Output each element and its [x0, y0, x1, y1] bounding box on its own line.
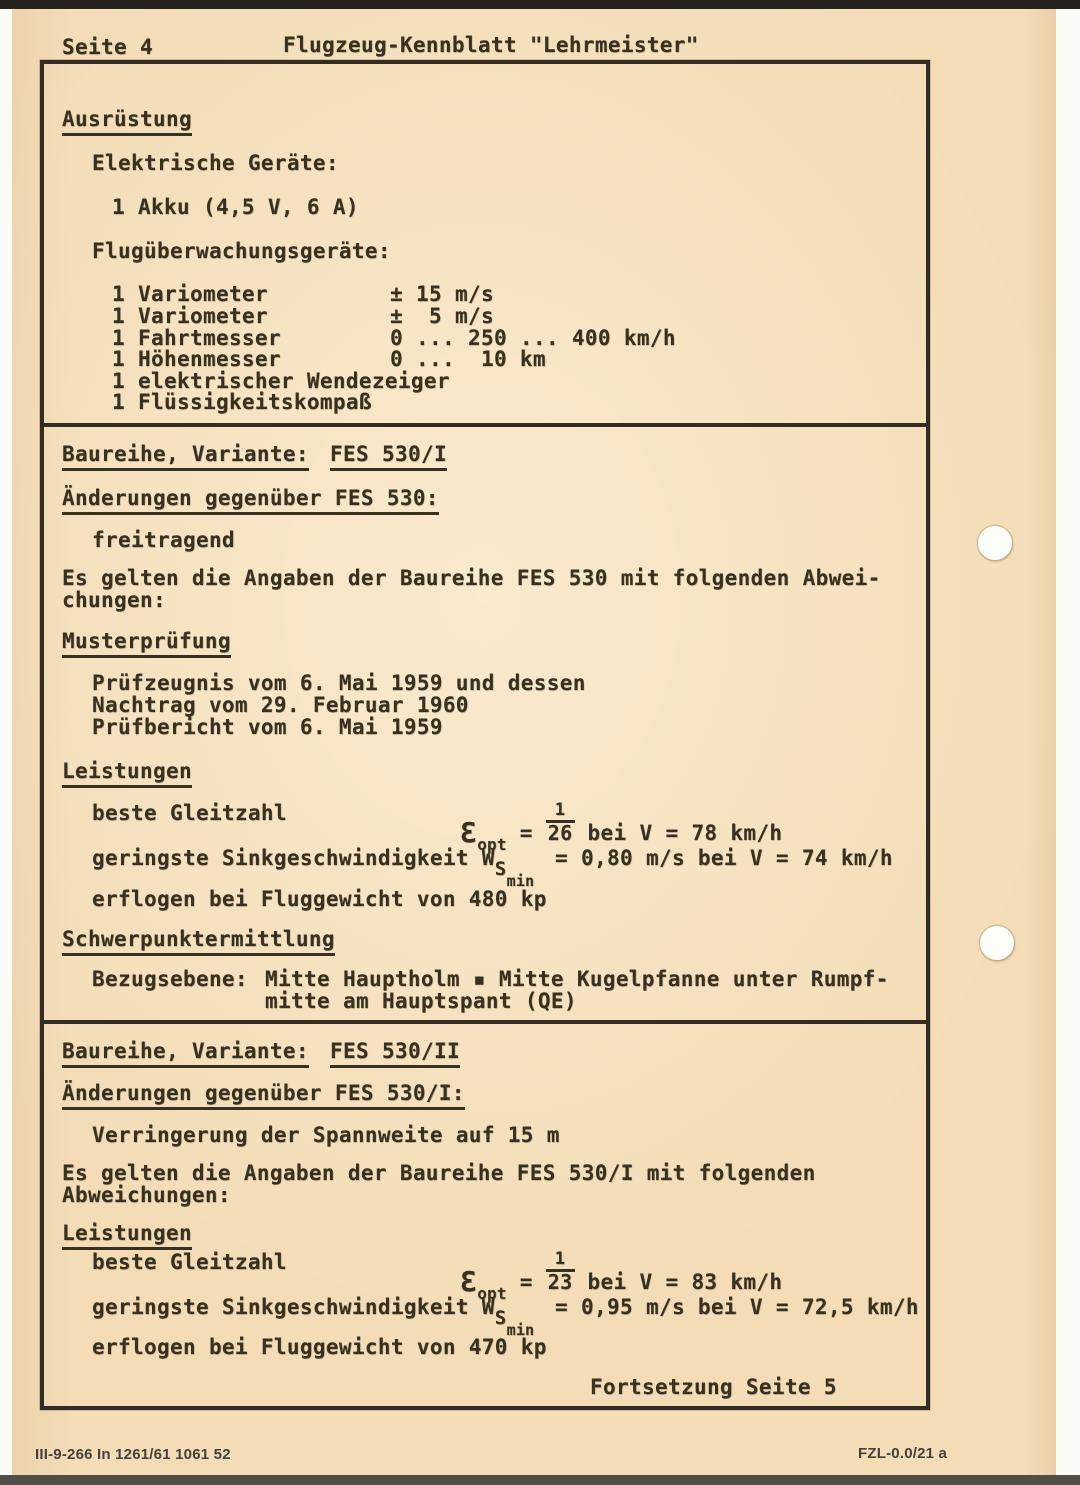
changes-heading: Änderungen gegenüber FES 530/I:	[62, 1082, 465, 1110]
sink-rate-label: geringste Sinkgeschwindigkeit $WS_{min}$	[92, 846, 535, 890]
series-variant-value: FES 530/II	[330, 1040, 460, 1068]
section-divider-1	[44, 423, 926, 427]
type-test-heading: Musterprüfung	[62, 630, 231, 658]
series-variant-value: FES 530/I	[330, 443, 447, 471]
series-variant-label: Baureihe, Variante:	[62, 1040, 309, 1068]
w-subscript-min: min	[506, 1321, 535, 1339]
reference-plane-line: Mitte Hauptholm ▪ Mitte Kugelpfanne unter Rumpf-	[265, 967, 889, 991]
hole-punch	[980, 926, 1014, 960]
fraction-denominator: 26	[547, 821, 573, 845]
change-note: freitragend	[92, 528, 235, 552]
changes-heading: Änderungen gegenüber FES 530:	[62, 487, 439, 515]
flight-monitoring-label: Flugüberwachungsgeräte:	[92, 239, 391, 263]
epsilon-symbol: Ɛ	[460, 816, 478, 849]
section-divider-2	[44, 1020, 926, 1024]
document-title: Flugzeug-Kennblatt "Lehrmeister"	[283, 33, 699, 57]
reference-plane-line: mitte am Hauptspant (QE)	[265, 989, 577, 1013]
flight-weight-note: erflogen bei Fluggewicht von 470 kp	[92, 1335, 547, 1359]
cg-determination-heading: Schwerpunktermittlung	[62, 928, 335, 956]
sink-rate-value: = 0,80 m/s bei V = 74 km/h	[555, 846, 893, 870]
glide-ratio-label: beste Gleitzahl	[92, 1250, 287, 1274]
flight-weight-note: erflogen bei Fluggewicht von 480 kp	[92, 887, 547, 911]
w-subscript-s: S	[494, 858, 507, 880]
instrument-name: 1 Flüssigkeitskompaß	[112, 390, 372, 414]
instrument-range: ± 5 m/s	[390, 304, 494, 328]
footer-print-code-left: III-9-266 In 1261/61 1061 52	[35, 1446, 231, 1463]
fraction-denominator: 23	[547, 1270, 573, 1294]
sink-rate-label: geringste Sinkgeschwindigkeit $WS_{min}$	[92, 1295, 535, 1339]
performance-heading: Leistungen	[62, 760, 192, 788]
instrument-range: 0 ... 250 ... 400 km/h	[390, 326, 676, 350]
applies-line: Abweichungen:	[62, 1183, 231, 1207]
scan-edge-top	[0, 0, 1080, 9]
equals-sign: =	[506, 1270, 546, 1294]
sink-rate-value: = 0,95 m/s bei V = 72,5 km/h	[555, 1295, 919, 1319]
hole-punch	[978, 526, 1012, 560]
electrical-devices-label: Elektrische Geräte:	[92, 151, 339, 175]
scan-edge-bottom	[0, 1475, 1080, 1485]
fraction-numerator: 1	[554, 800, 566, 820]
applies-line: chungen:	[62, 588, 166, 612]
w-subscript-s: S	[494, 1307, 507, 1329]
reference-plane-label: Bezugsebene:	[92, 967, 248, 991]
epsilon-subscript: opt	[477, 835, 507, 854]
performance-heading: Leistungen	[62, 1222, 192, 1250]
continuation-note: Fortsetzung Seite 5	[590, 1375, 837, 1399]
type-test-line: Prüfbericht vom 6. Mai 1959	[92, 715, 443, 739]
type-test-line: Nachtrag vom 29. Februar 1960	[92, 693, 469, 717]
glide-ratio-fraction	[546, 1251, 575, 1292]
battery-line: 1 Akku (4,5 V, 6 A)	[112, 195, 359, 219]
applies-line: Es gelten die Angaben der Baureihe FES 530/I mit folgenden	[62, 1161, 816, 1185]
instrument-range: 0 ... 10 km	[390, 347, 546, 371]
glide-ratio-fraction	[546, 802, 575, 843]
instrument-name: 1 Variometer	[112, 304, 268, 328]
fraction-numerator: 1	[554, 1249, 566, 1269]
instrument-name: 1 Höhenmesser	[112, 347, 281, 371]
footer-form-code-right: FZL-0.0/21 a	[858, 1445, 948, 1462]
glide-ratio-label: beste Gleitzahl	[92, 801, 287, 825]
glide-speed-value: bei V = 78 km/h	[574, 821, 783, 845]
change-note: Verringerung der Spannweite auf 15 m	[92, 1123, 560, 1147]
series-variant-label: Baureihe, Variante:	[62, 443, 309, 471]
equals-sign: =	[506, 821, 546, 845]
instrument-range: ± 15 m/s	[390, 282, 494, 306]
glide-speed-value: bei V = 83 km/h	[574, 1270, 783, 1294]
instrument-name: 1 elektrischer Wendezeiger	[112, 369, 450, 393]
epsilon-symbol: Ɛ	[460, 1265, 478, 1298]
page-number-label: Seite 4	[62, 35, 153, 59]
applies-line: Es gelten die Angaben der Baureihe FES 530 mit folgenden Abwei-	[62, 566, 881, 590]
epsilon-subscript: opt	[477, 1284, 507, 1303]
w-subscript-min: min	[506, 872, 535, 890]
instrument-name: 1 Fahrtmesser	[112, 326, 281, 350]
instrument-name: 1 Variometer	[112, 282, 268, 306]
equipment-heading: Ausrüstung	[62, 108, 192, 136]
type-test-line: Prüfzeugnis vom 6. Mai 1959 und dessen	[92, 671, 586, 695]
